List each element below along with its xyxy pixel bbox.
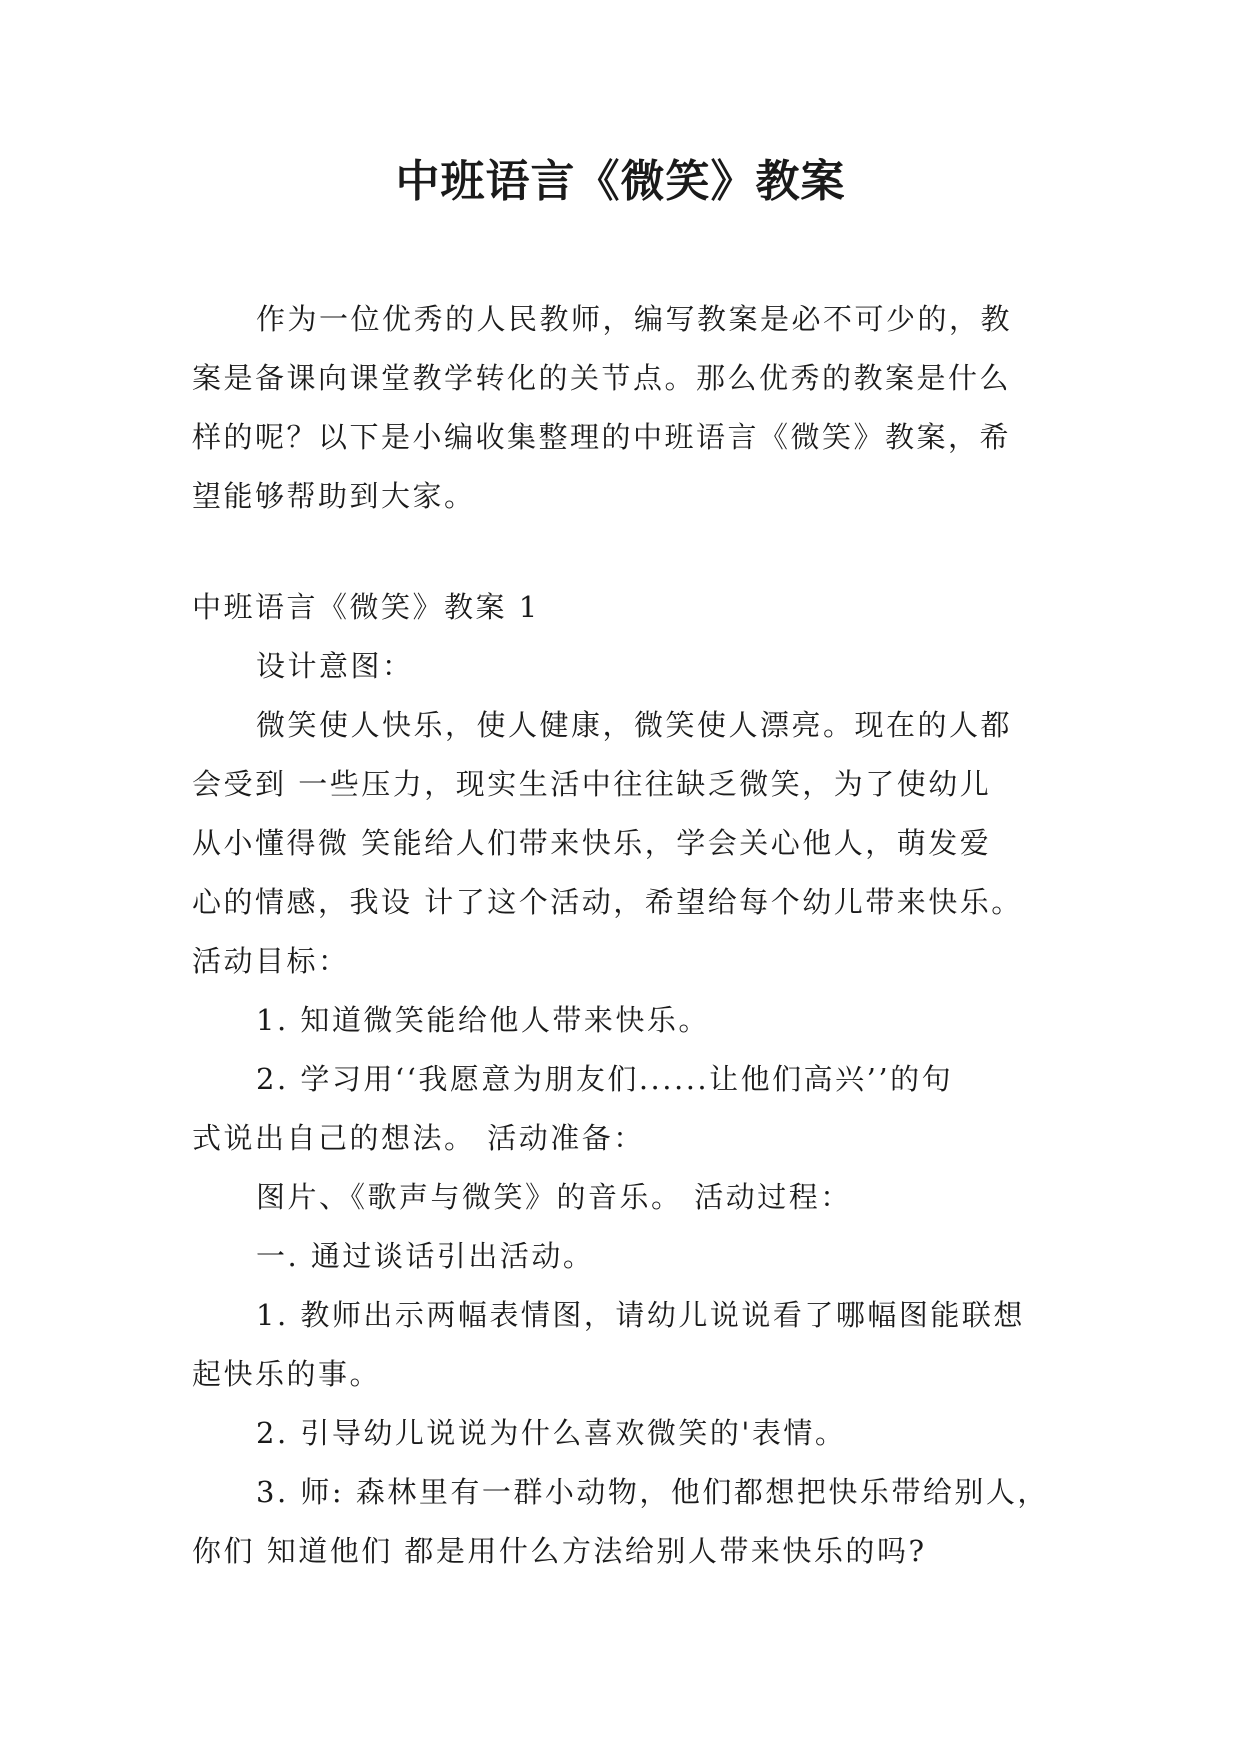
materials-line: 图片、《歌声与微笑》的音乐。 活动过程： <box>256 1180 852 1214</box>
goal-1: 1. 知道微笑能给他人带来快乐。 <box>256 1003 710 1037</box>
step-3-line-1: 3. 师: 森林里有一群小动物，他们都想把快乐带给别人， <box>256 1475 1049 1509</box>
intro-line-1: 作为一位优秀的人民教师，编写教案是必不可少的，教 <box>256 302 1013 336</box>
section-heading: 中班语言《微笑》教案 1 <box>192 590 540 624</box>
step-one-heading: 一. 通过谈话引出活动。 <box>256 1239 595 1273</box>
goal-2-line-2: 式说出自己的想法。 活动准备： <box>192 1121 645 1155</box>
goals-label: 活动目标： <box>192 944 350 978</box>
design-intent-line-4: 心的情感，我设 计了这个活动，希望给每个幼儿带来快乐。 <box>192 885 1023 919</box>
document-body <box>192 290 1062 1581</box>
step-2: 2. 引导幼儿说说为什么喜欢微笑的'表情。 <box>256 1416 847 1450</box>
intro-line-4: 望能够帮助到大家。 <box>192 479 476 513</box>
design-intent-line-3: 从小懂得微 笑能给人们带来快乐，学会关心他人，萌发爱 <box>192 826 992 860</box>
step-3-line-2: 你们 知道他们 都是用什么方法给别人带来快乐的吗? <box>192 1534 927 1568</box>
intro-line-3: 样的呢？以下是小编收集整理的中班语言《微笑》教案，希 <box>192 420 1012 454</box>
document-title: 中班语言《微笑》教案 <box>395 156 846 207</box>
intro-line-2: 案是备课向课堂教学转化的关节点。那么优秀的教案是什么 <box>192 361 1012 395</box>
design-intent-line-2: 会受到 一些压力，现实生活中往往缺乏微笑，为了使幼儿 <box>192 767 992 801</box>
step-1-line-2: 起快乐的事。 <box>192 1357 382 1391</box>
design-intent-line-1: 微笑使人快乐，使人健康，微笑使人漂亮。现在的人都 <box>256 708 1013 742</box>
step-1-line-1: 1. 教师出示两幅表情图，请幼儿说说看了哪幅图能联想 <box>256 1298 1025 1332</box>
design-intent-label: 设计意图： <box>256 649 414 683</box>
goal-2-line-1: 2. 学习用‘‘我愿意为朋友们......让他们高兴’’的句 <box>256 1062 954 1096</box>
